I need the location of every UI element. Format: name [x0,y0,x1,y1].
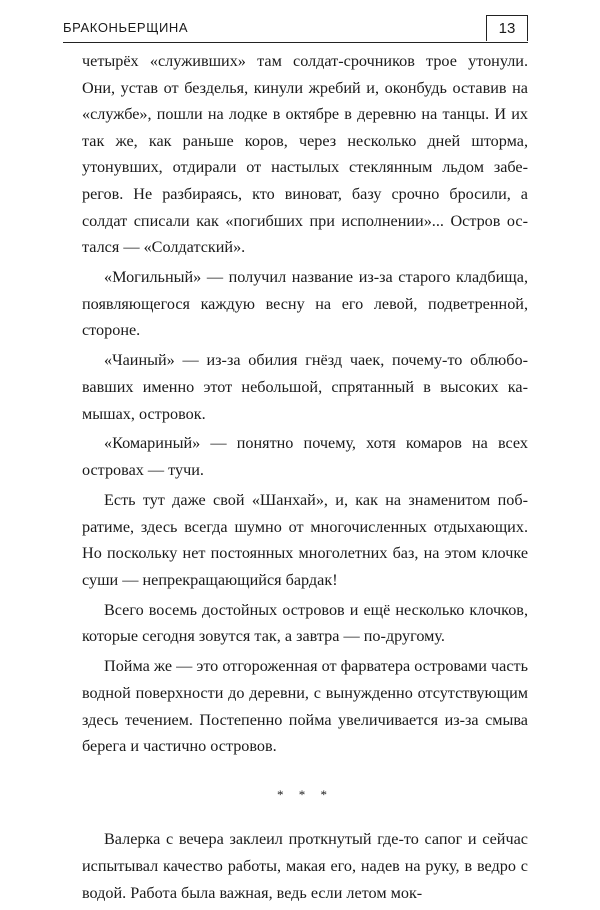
section-separator: * * * [277,786,333,802]
paragraph: Есть тут даже свой «Шанхай», и, как на знаменитом побратиме, здесь всегда шумно от многочисленных отдыхающих. Но поскольку нет постоянных многолетних баз, на этом клочке суши — непрекращающийся бардак! [82,491,528,589]
running-title: БРАКОНЬЕРЩИНА [63,20,189,35]
paragraph: Пойма же — это отгороженная от фарватера островами часть водной поверхности до деревни, с вынужденно отсутствующим здесь течением. Постепенно пойма увеличивается из-за смыва берега и частично островов. [82,657,528,756]
paragraph: четырёх «служивших» там солдат-срочников трое утонули. Они, устав от безделья, кинули жребий и, оконбудь оставив на «службе», пошли на лодке в октябре в деревню на танцы. И их так же, как раньше коров, через несколько дней шторма, утонувших, отдирали от настылых стеклянным льдом заберегов. Не разбираясь, кто виноват, базу срочно бросили, а солдат списали как «погибших при исполнении»... Остров остался — «Солдатский». [82,52,528,257]
paragraph: «Комариный» — понятно почему, хотя комаров на всех островах — тучи. [82,434,528,480]
paragraph: Всего восемь достойных островов и ещё несколько клочков, которые сегодня зовутся так, а завтра — по-другому. [82,600,528,646]
paragraph: «Чаиный» — из-за обилия гнёзд чаек, почему-то облюбовавших именно этот небольшой, спрятанный в высоких камышах, островок. [82,351,528,423]
page-number: 13 [486,15,528,41]
running-head [63,18,528,43]
paragraph: «Могильный» — получил название из-за старого кладбища, появляющегося каждую весну на его левой, подветренной, стороне. [82,268,528,340]
body-text [82,48,528,910]
paragraph: Валерка с вечера заклеил проткнутый где-то сапог и сейчас испытывал качество работы, макая его, надев на руку, в ведро с водой. Работа была важная, ведь если летом мок- [82,830,528,902]
